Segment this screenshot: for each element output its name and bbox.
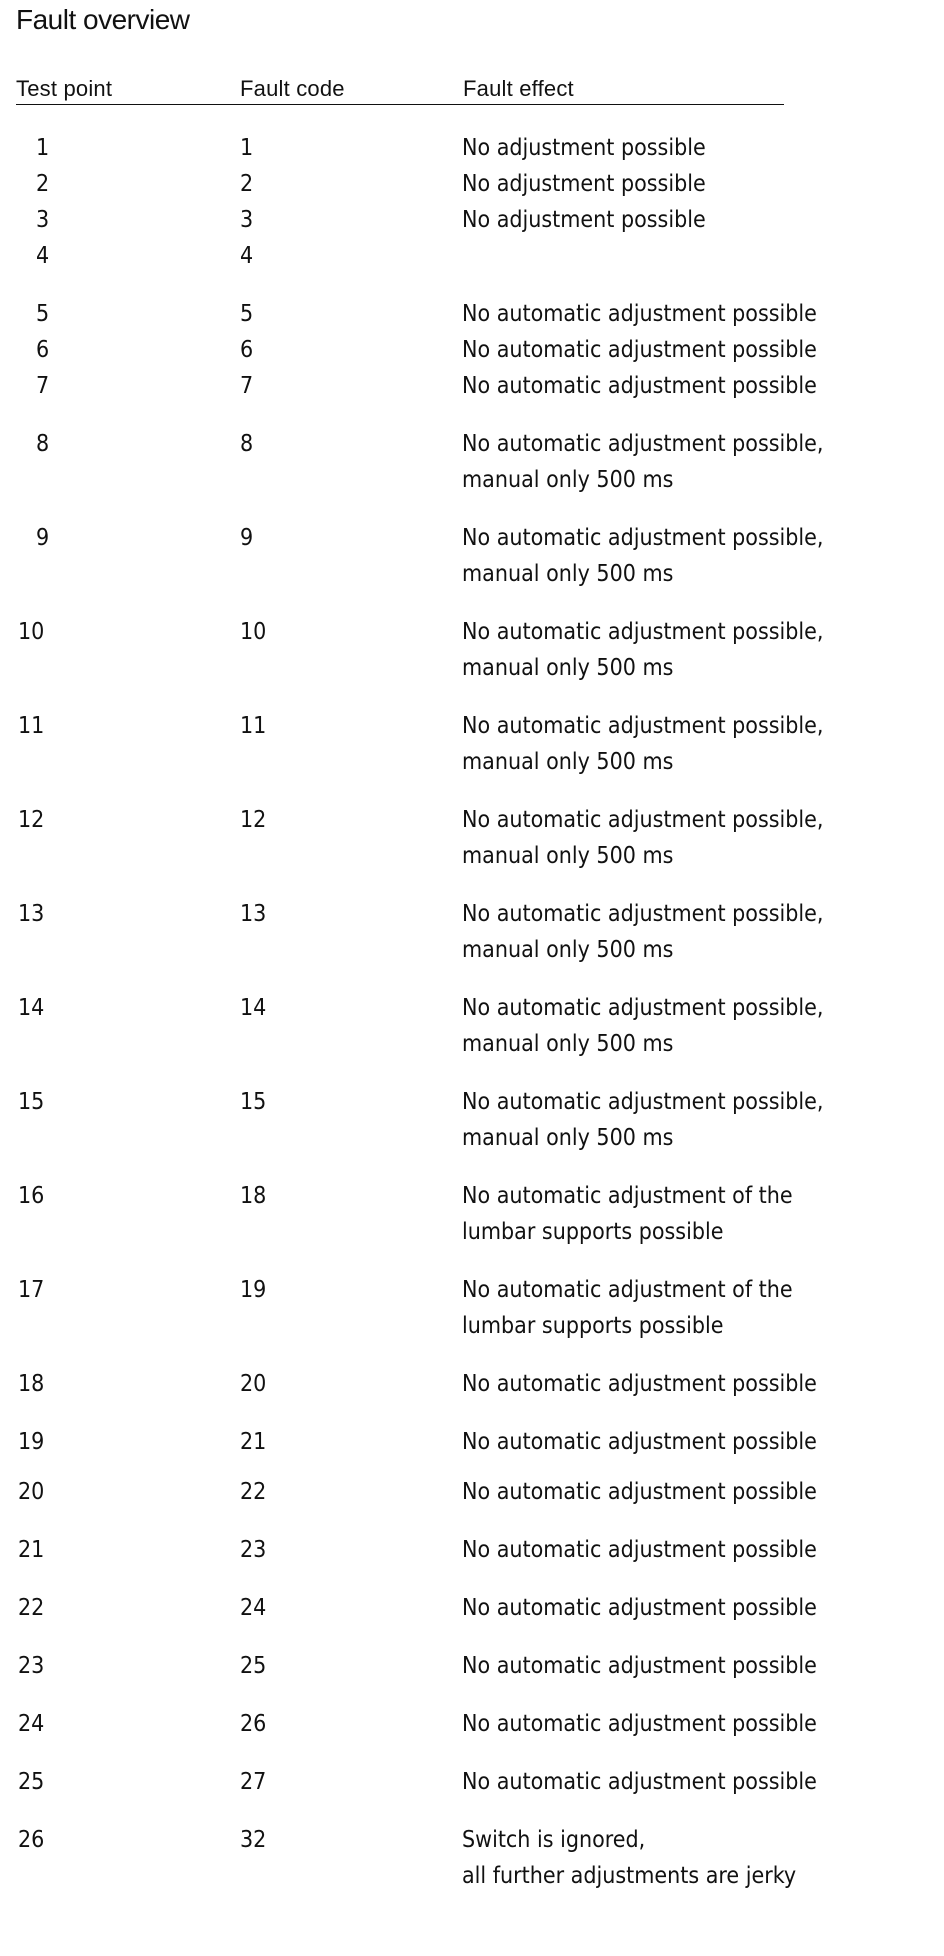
- fault-effect-cell: No automatic adjustment possible: [462, 373, 817, 399]
- fault-code-cell: 3: [240, 207, 254, 233]
- fault-effect-cell: Switch is ignored, all further adjustments are jerky: [462, 1827, 797, 1889]
- test-point-cell: 18: [18, 1371, 45, 1397]
- table-header: [16, 76, 784, 105]
- fault-code-cell: 4: [240, 243, 254, 269]
- test-point-cell: 9: [36, 525, 50, 551]
- test-point-cell: 13: [18, 901, 45, 927]
- header-fault-effect: Fault effect: [463, 76, 574, 101]
- test-point-cell: 2: [36, 171, 50, 197]
- fault-effect-cell: No automatic adjustment possible: [462, 1711, 817, 1737]
- fault-effect-cell: No automatic adjustment possible, manual only 500 ms: [462, 619, 824, 681]
- fault-effect-cell: No automatic adjustment possible, manual only 500 ms: [462, 525, 824, 587]
- fault-code-cell: 5: [240, 301, 254, 327]
- test-point-cell: 3: [36, 207, 50, 233]
- test-point-cell: 22: [18, 1595, 45, 1621]
- fault-code-cell: 18: [240, 1183, 267, 1209]
- test-point-cell: 19: [18, 1429, 45, 1455]
- fault-code-cell: 21: [240, 1429, 267, 1455]
- fault-effect-cell: No automatic adjustment possible: [462, 1595, 817, 1621]
- fault-code-cell: 11: [240, 713, 267, 739]
- fault-code-cell: 10: [240, 619, 267, 645]
- fault-code-cell: 6: [240, 337, 254, 363]
- fault-effect-cell: No automatic adjustment possible: [462, 1371, 817, 1397]
- fault-code-cell: 20: [240, 1371, 267, 1397]
- fault-effect-cell: No automatic adjustment possible: [462, 1769, 817, 1795]
- fault-code-cell: 27: [240, 1769, 267, 1795]
- test-point-cell: 10: [18, 619, 45, 645]
- fault-code-cell: 14: [240, 995, 267, 1021]
- fault-effect-cell: No automatic adjustment possible: [462, 337, 817, 363]
- fault-effect-cell: No automatic adjustment of the lumbar supports possible: [462, 1183, 793, 1245]
- test-point-cell: 24: [18, 1711, 45, 1737]
- fault-effect-cell: No automatic adjustment possible: [462, 1537, 817, 1563]
- test-point-cell: 20: [18, 1479, 45, 1505]
- fault-code-cell: 32: [240, 1827, 267, 1853]
- fault-effect-cell: No adjustment possible: [462, 171, 706, 197]
- test-point-cell: 26: [18, 1827, 45, 1853]
- fault-effect-cell: No automatic adjustment possible: [462, 301, 817, 327]
- fault-effect-cell: No automatic adjustment possible, manual only 500 ms: [462, 713, 824, 775]
- fault-code-cell: 13: [240, 901, 267, 927]
- fault-code-cell: 7: [240, 373, 254, 399]
- fault-effect-cell: No adjustment possible: [462, 207, 706, 233]
- fault-effect-cell: No automatic adjustment possible: [462, 1479, 817, 1505]
- test-point-cell: 21: [18, 1537, 45, 1563]
- fault-code-cell: 24: [240, 1595, 267, 1621]
- fault-effect-cell: No automatic adjustment possible, manual only 500 ms: [462, 1089, 824, 1151]
- test-point-cell: 14: [18, 995, 45, 1021]
- test-point-cell: 6: [36, 337, 50, 363]
- fault-code-cell: 8: [240, 431, 254, 457]
- test-point-cell: 12: [18, 807, 45, 833]
- test-point-cell: 23: [18, 1653, 45, 1679]
- header-test-point: Test point: [16, 76, 113, 101]
- fault-code-cell: 15: [240, 1089, 267, 1115]
- test-point-cell: 15: [18, 1089, 45, 1115]
- fault-code-cell: 9: [240, 525, 254, 551]
- test-point-cell: 5: [36, 301, 50, 327]
- test-point-cell: 1: [36, 135, 50, 161]
- fault-code-cell: 22: [240, 1479, 267, 1505]
- fault-code-cell: 2: [240, 171, 254, 197]
- fault-effect-cell: No automatic adjustment possible, manual only 500 ms: [462, 807, 824, 869]
- fault-code-cell: 12: [240, 807, 267, 833]
- test-point-cell: 17: [18, 1277, 45, 1303]
- test-point-cell: 4: [36, 243, 50, 269]
- fault-effect-cell: No automatic adjustment possible, manual only 500 ms: [462, 901, 824, 963]
- fault-effect-cell: No automatic adjustment of the lumbar supports possible: [462, 1277, 793, 1339]
- fault-effect-cell: No automatic adjustment possible: [462, 1429, 817, 1455]
- test-point-cell: 25: [18, 1769, 45, 1795]
- fault-code-cell: 1: [240, 135, 254, 161]
- fault-effect-cell: No automatic adjustment possible: [462, 1653, 817, 1679]
- fault-code-cell: 25: [240, 1653, 267, 1679]
- header-fault-code: Fault code: [240, 76, 345, 101]
- fault-code-cell: 19: [240, 1277, 267, 1303]
- test-point-cell: 7: [36, 373, 50, 399]
- test-point-cell: 16: [18, 1183, 45, 1209]
- fault-effect-cell: No automatic adjustment possible, manual only 500 ms: [462, 431, 824, 493]
- page-title: Fault overview: [16, 4, 190, 35]
- test-point-cell: 8: [36, 431, 50, 457]
- fault-code-cell: 26: [240, 1711, 267, 1737]
- fault-effect-cell: No automatic adjustment possible, manual only 500 ms: [462, 995, 824, 1057]
- fault-effect-cell: No adjustment possible: [462, 135, 706, 161]
- test-point-cell: 11: [18, 713, 45, 739]
- fault-code-cell: 23: [240, 1537, 267, 1563]
